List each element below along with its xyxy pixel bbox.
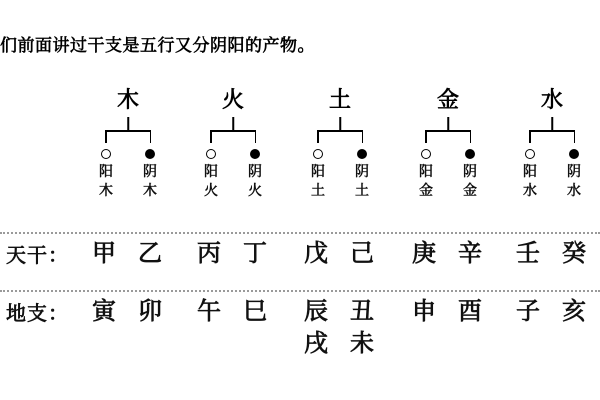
yin-label: 阴 [463, 164, 477, 180]
stem-yang: 丙 [197, 239, 221, 267]
bracket-drop-left [425, 130, 427, 143]
element-column-water [502, 88, 600, 201]
stem-yang: 壬 [516, 239, 540, 267]
heavenly-stems-row [0, 238, 600, 282]
bracket-drop-left [317, 130, 319, 143]
branch-pair-fire [183, 296, 283, 336]
filled-circle-icon [250, 149, 260, 159]
bracket-stem [127, 117, 129, 131]
yang-label: 阳 [419, 164, 433, 180]
branch-yang: 子 [516, 297, 540, 325]
bracket-bar [529, 130, 575, 132]
bracket-drop-left [105, 130, 107, 143]
yang-element: 火 [204, 183, 218, 199]
branch-pair-metal [398, 296, 498, 336]
stem-yin: 乙 [138, 239, 162, 267]
open-circle-icon [206, 149, 216, 159]
intro-sentence: 们前面讲过干支是五行又分阴阳的产物。 [0, 36, 315, 56]
open-circle-icon [525, 149, 535, 159]
element-column-earth [290, 88, 390, 201]
filled-circle-icon [357, 149, 367, 159]
yin-yang-labels [290, 163, 390, 182]
stem-pair-metal [398, 238, 498, 278]
stem-yang: 戊 [304, 239, 328, 267]
yang-element: 水 [523, 183, 537, 199]
heavenly-stems-label: 天干： [6, 243, 69, 267]
element-name: 火 [221, 88, 244, 113]
element-name: 土 [328, 88, 351, 113]
bracket-drop-left [210, 130, 212, 143]
yang-label: 阳 [204, 164, 218, 180]
bracket-drop-right [470, 130, 472, 143]
yin-yang-labels [78, 163, 178, 182]
yang-label: 阳 [523, 164, 537, 180]
bracket-drop-left [529, 130, 531, 143]
filled-circle-icon [145, 149, 155, 159]
branch-yang: 午 [197, 297, 221, 325]
element-column-metal [398, 88, 498, 201]
branch-pair-water [502, 296, 600, 336]
divider-middle [0, 290, 600, 292]
bracket-stem [551, 117, 553, 131]
bracket-stem [232, 117, 234, 131]
yang-element: 金 [419, 183, 433, 199]
split-bracket [398, 117, 498, 151]
yin-yang-labels [398, 163, 498, 182]
open-circle-icon [313, 149, 323, 159]
stem-yin: 癸 [562, 239, 586, 267]
filled-circle-icon [465, 149, 475, 159]
branch-yang-2: 戌 [304, 329, 328, 357]
split-bracket [290, 117, 390, 151]
five-elements-columns [78, 88, 581, 228]
element-sub-labels [290, 182, 390, 201]
yin-yang-markers [398, 149, 498, 163]
branch-yin: 卯 [138, 297, 162, 325]
yang-label: 阳 [311, 164, 325, 180]
stem-pair-earth [290, 238, 390, 278]
branch-yin-2: 未 [350, 329, 374, 357]
branch-yin: 亥 [562, 297, 586, 325]
yang-element: 木 [99, 183, 113, 199]
element-sub-labels [78, 182, 178, 201]
stem-yin: 丁 [243, 239, 267, 267]
element-sub-labels [398, 182, 498, 201]
stem-yin: 己 [350, 239, 374, 267]
branch-yang: 寅 [92, 297, 116, 325]
yin-element: 木 [143, 183, 157, 199]
branch-yin: 巳 [243, 297, 267, 325]
open-circle-icon [101, 149, 111, 159]
branch-yin: 丑 [350, 297, 374, 325]
bracket-bar [317, 130, 363, 132]
yin-yang-markers [183, 149, 283, 163]
yin-element: 水 [567, 183, 581, 199]
split-bracket [78, 117, 178, 151]
open-circle-icon [421, 149, 431, 159]
split-bracket [183, 117, 283, 151]
yin-label: 阴 [248, 164, 262, 180]
element-column-wood [78, 88, 178, 201]
yang-label: 阳 [99, 164, 113, 180]
branch-yang: 申 [412, 297, 436, 325]
bracket-drop-right [255, 130, 257, 143]
branch-pair-wood [78, 296, 178, 336]
stem-yang: 庚 [412, 239, 436, 267]
yin-label: 阴 [143, 164, 157, 180]
bracket-drop-right [362, 130, 364, 143]
yin-yang-markers [502, 149, 600, 163]
branch-yang: 辰 [304, 297, 328, 325]
element-sub-labels [183, 182, 283, 201]
bracket-drop-right [574, 130, 576, 143]
bracket-stem [339, 117, 341, 131]
yin-yang-labels [183, 163, 283, 182]
element-name: 水 [540, 88, 563, 113]
bracket-bar [210, 130, 256, 132]
bracket-bar [425, 130, 471, 132]
yin-element: 土 [355, 183, 369, 199]
divider-top [0, 232, 600, 234]
element-column-fire [183, 88, 283, 201]
stem-pair-wood [78, 238, 178, 278]
yang-element: 土 [311, 183, 325, 199]
yin-yang-markers [78, 149, 178, 163]
filled-circle-icon [569, 149, 579, 159]
stem-pair-fire [183, 238, 283, 278]
split-bracket [502, 117, 600, 151]
yin-yang-labels [502, 163, 600, 182]
stem-yang: 甲 [92, 239, 116, 267]
element-name: 金 [436, 88, 459, 113]
branch-yin: 酉 [458, 297, 482, 325]
earthly-branches-label: 地支： [6, 301, 69, 325]
branch-pair-earth-second [290, 296, 390, 357]
yin-label: 阴 [355, 164, 369, 180]
bracket-bar [105, 130, 151, 132]
element-name: 木 [116, 88, 139, 113]
yin-element: 金 [463, 183, 477, 199]
yin-element: 火 [248, 183, 262, 199]
stem-yin: 辛 [458, 239, 482, 267]
stem-pair-water [502, 238, 600, 278]
yin-label: 阴 [567, 164, 581, 180]
yin-yang-markers [290, 149, 390, 163]
bracket-drop-right [150, 130, 152, 143]
element-sub-labels [502, 182, 600, 201]
earthly-branches-row [0, 296, 600, 357]
bracket-stem [447, 117, 449, 131]
